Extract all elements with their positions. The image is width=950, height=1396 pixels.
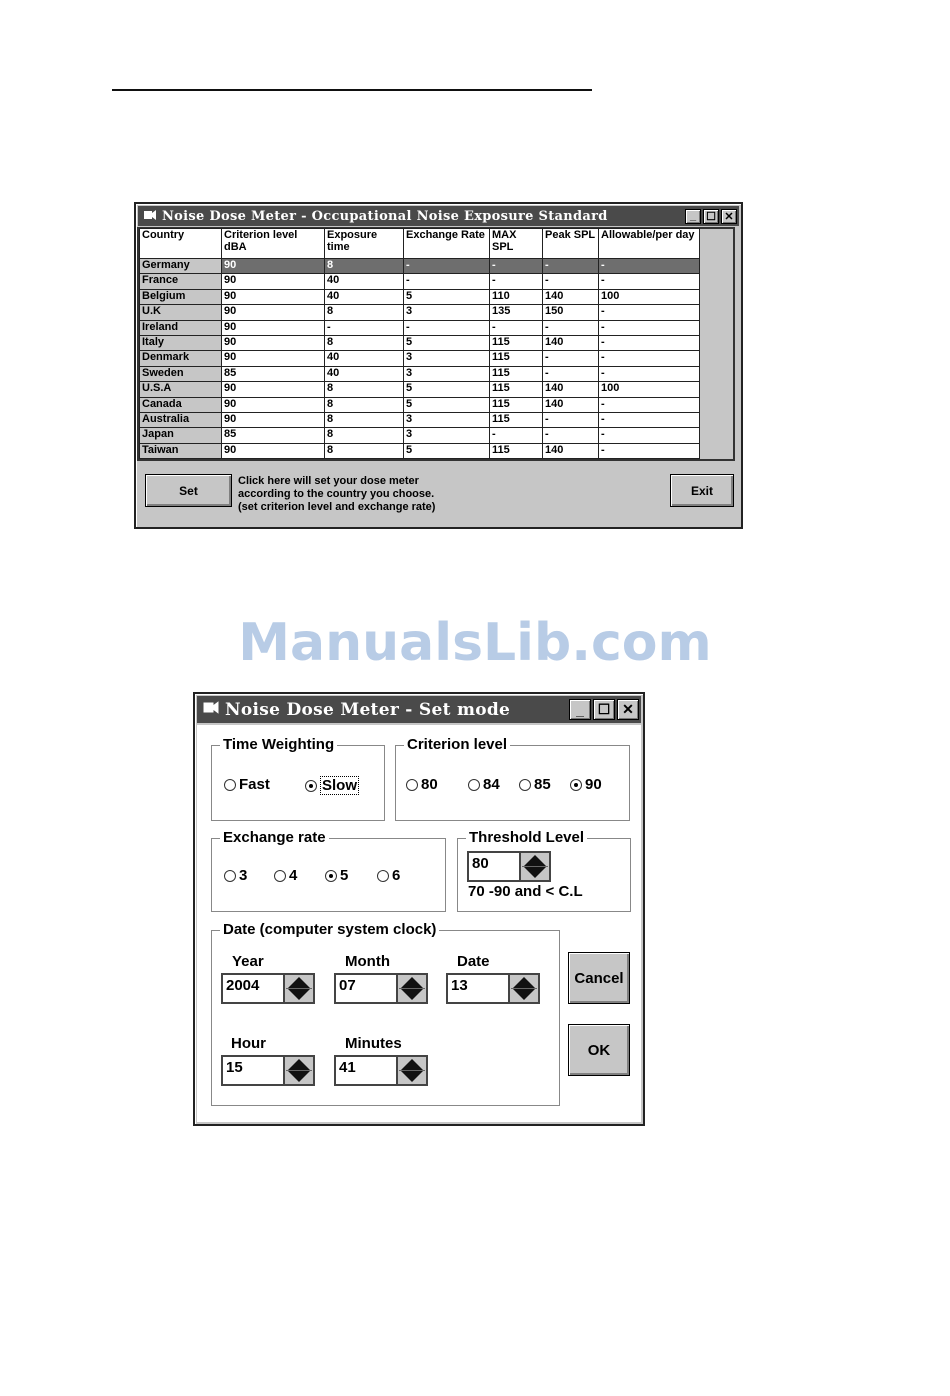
title-bar[interactable] <box>197 696 641 723</box>
table-cell[interactable]: 8 <box>325 259 404 274</box>
radio-label: 84 <box>483 776 500 793</box>
table-cell[interactable]: - <box>599 259 700 274</box>
table-cell[interactable]: - <box>543 366 599 381</box>
radio-dot-icon <box>468 779 480 791</box>
table-cell[interactable]: 115 <box>490 443 543 458</box>
minimize-icon: _ <box>576 701 584 718</box>
table-cell[interactable]: 115 <box>490 397 543 412</box>
table-cell[interactable]: 90 <box>222 289 325 304</box>
table-cell[interactable]: 100 <box>599 382 700 397</box>
country-cell[interactable]: Taiwan <box>140 443 222 458</box>
table-cell[interactable]: - <box>599 428 700 443</box>
radio-label: 80 <box>421 776 438 793</box>
table-cell[interactable]: - <box>543 428 599 443</box>
country-cell[interactable]: Denmark <box>140 351 222 366</box>
table-cell[interactable]: - <box>404 259 490 274</box>
group-legend: Time Weighting <box>220 736 337 753</box>
table-cell[interactable]: 140 <box>543 289 599 304</box>
minutes-input[interactable]: 41 <box>334 1055 396 1086</box>
table-cell[interactable]: 90 <box>222 397 325 412</box>
table-cell[interactable]: - <box>490 428 543 443</box>
minimize-button[interactable] <box>685 209 701 224</box>
table-cell[interactable]: 8 <box>325 382 404 397</box>
table-row[interactable] <box>140 382 700 397</box>
table-cell[interactable]: 5 <box>404 443 490 458</box>
set-mode-client <box>197 725 641 1122</box>
table-cell[interactable]: 40 <box>325 274 404 289</box>
date-group <box>211 921 560 1106</box>
table-cell[interactable]: - <box>599 412 700 427</box>
radio-label: 90 <box>585 776 602 793</box>
country-cell[interactable]: U.K <box>140 305 222 320</box>
table-cell[interactable]: - <box>599 305 700 320</box>
radio-criterion-90[interactable] <box>570 776 602 793</box>
year-input[interactable]: 2004 <box>221 973 283 1004</box>
radio-dot-icon <box>274 870 286 882</box>
table-cell[interactable]: - <box>543 412 599 427</box>
country-cell[interactable]: Japan <box>140 428 222 443</box>
table-cell[interactable]: - <box>599 274 700 289</box>
threshold-level-group <box>457 829 631 912</box>
country-cell[interactable]: Ireland <box>140 320 222 335</box>
title-bar[interactable] <box>138 206 739 226</box>
table-row[interactable] <box>140 320 700 335</box>
maximize-icon: ☐ <box>706 210 716 223</box>
group-legend: Exchange rate <box>220 829 329 846</box>
table-cell[interactable]: 5 <box>404 382 490 397</box>
minimize-button[interactable] <box>569 699 591 720</box>
table-cell[interactable]: - <box>599 397 700 412</box>
table-cell[interactable]: 8 <box>325 335 404 350</box>
group-legend: Criterion level <box>404 736 510 753</box>
table-cell[interactable]: 90 <box>222 351 325 366</box>
watermark: ManualsLib.com <box>238 613 712 673</box>
radio-criterion-85[interactable] <box>519 776 551 793</box>
table-cell[interactable]: 3 <box>404 351 490 366</box>
time-weighting-group <box>211 736 385 821</box>
table-cell[interactable]: 140 <box>543 443 599 458</box>
radio-dot-icon <box>406 779 418 791</box>
table-cell[interactable]: - <box>599 351 700 366</box>
maximize-button[interactable] <box>703 209 719 224</box>
close-button[interactable] <box>617 699 639 720</box>
country-cell[interactable]: Belgium <box>140 289 222 304</box>
date-label: Date <box>457 953 490 970</box>
group-legend: Threshold Level <box>466 829 587 846</box>
table-cell[interactable]: 90 <box>222 335 325 350</box>
table-cell[interactable]: 90 <box>222 274 325 289</box>
country-cell[interactable]: France <box>140 274 222 289</box>
app-icon <box>143 209 157 224</box>
table-cell[interactable]: 5 <box>404 335 490 350</box>
radio-dot-icon <box>224 779 236 791</box>
country-cell[interactable]: Australia <box>140 412 222 427</box>
close-icon: ✕ <box>622 701 634 717</box>
table-cell[interactable]: 100 <box>599 289 700 304</box>
table-cell[interactable]: 85 <box>222 428 325 443</box>
table-cell[interactable]: 140 <box>543 382 599 397</box>
table-cell[interactable]: - <box>599 320 700 335</box>
country-cell[interactable]: Canada <box>140 397 222 412</box>
close-icon: ✕ <box>724 210 734 223</box>
spin-arrows-icon[interactable] <box>396 973 428 1004</box>
table-cell[interactable]: 40 <box>325 351 404 366</box>
ok-button[interactable]: OK <box>568 1024 630 1076</box>
radio-dot-icon <box>224 870 236 882</box>
radio-fast[interactable] <box>224 776 270 793</box>
minutes-label: Minutes <box>345 1035 402 1052</box>
criterion-level-group <box>395 736 630 821</box>
month-spinner <box>334 973 428 1004</box>
radio-exchange-4[interactable] <box>274 867 297 884</box>
table-cell[interactable]: 110 <box>490 289 543 304</box>
table-row[interactable] <box>140 351 700 366</box>
radio-dot-selected-icon <box>305 780 317 792</box>
table-cell[interactable]: 8 <box>325 305 404 320</box>
threshold-hint: 70 -90 and < C.L <box>468 883 583 900</box>
date-spinner <box>446 973 540 1004</box>
table-cell[interactable]: 90 <box>222 320 325 335</box>
table-cell[interactable]: - <box>543 320 599 335</box>
radio-dot-selected-icon <box>325 870 337 882</box>
table-cell[interactable]: 3 <box>404 366 490 381</box>
column-header[interactable]: Peak SPL <box>543 229 599 259</box>
radio-dot-icon <box>377 870 389 882</box>
country-cell[interactable]: Italy <box>140 335 222 350</box>
spin-arrows-icon[interactable] <box>283 1055 315 1086</box>
minutes-spinner <box>334 1055 428 1086</box>
exit-button[interactable]: Exit <box>670 474 734 507</box>
table-cell[interactable]: 90 <box>222 305 325 320</box>
column-header[interactable]: Allowable/per day <box>599 229 700 259</box>
table-cell[interactable]: - <box>599 366 700 381</box>
threshold-spinner <box>467 851 551 882</box>
radio-label: 6 <box>392 867 401 884</box>
radio-label: 4 <box>289 867 298 884</box>
country-cell[interactable]: U.S.A <box>140 382 222 397</box>
date-input[interactable]: 13 <box>446 973 508 1004</box>
radio-label: Slow <box>322 777 358 794</box>
table-cell[interactable]: 90 <box>222 382 325 397</box>
table-row[interactable] <box>140 397 700 412</box>
year-spinner <box>221 973 315 1004</box>
radio-exchange-5[interactable] <box>325 867 348 884</box>
app-icon <box>202 700 220 720</box>
table-row[interactable] <box>140 335 700 350</box>
column-header[interactable]: Criterion level dBA <box>222 229 325 259</box>
table-cell[interactable]: - <box>543 274 599 289</box>
table-cell[interactable]: 3 <box>404 428 490 443</box>
column-header[interactable]: Exposure time <box>325 229 404 259</box>
table-row[interactable] <box>140 274 700 289</box>
table-cell[interactable]: 115 <box>490 382 543 397</box>
table-cell[interactable]: - <box>599 443 700 458</box>
table-cell[interactable]: - <box>325 320 404 335</box>
table-cell[interactable]: 140 <box>543 397 599 412</box>
table-cell[interactable]: 85 <box>222 366 325 381</box>
minimize-icon: _ <box>689 210 697 222</box>
window-title: Noise Dose Meter - Occupational Noise Exposure Standard <box>162 208 608 224</box>
cancel-button[interactable]: Cancel <box>568 952 630 1004</box>
set-info-text <box>238 475 538 514</box>
set-info-line: (set criterion level and exchange rate) <box>238 501 436 513</box>
table-cell[interactable]: - <box>543 259 599 274</box>
table-cell[interactable]: - <box>543 351 599 366</box>
spin-arrows-icon[interactable] <box>519 851 551 882</box>
radio-label: 3 <box>239 867 248 884</box>
year-label: Year <box>232 953 264 970</box>
radio-dot-selected-icon <box>570 779 582 791</box>
table-cell[interactable]: 8 <box>325 443 404 458</box>
country-cell[interactable]: Germany <box>140 259 222 274</box>
table-cell[interactable]: 5 <box>404 289 490 304</box>
table-cell[interactable]: 5 <box>404 397 490 412</box>
table-cell[interactable]: 150 <box>543 305 599 320</box>
set-info-line: according to the country you choose. <box>238 488 435 500</box>
table-row[interactable] <box>140 428 700 443</box>
radio-label: Fast <box>239 776 270 793</box>
maximize-button[interactable] <box>593 699 615 720</box>
table-cell[interactable]: 8 <box>325 397 404 412</box>
spin-arrows-icon[interactable] <box>508 973 540 1004</box>
table-row[interactable] <box>140 305 700 320</box>
table-cell[interactable]: 8 <box>325 412 404 427</box>
table-cell[interactable]: 115 <box>490 366 543 381</box>
table-cell[interactable]: 40 <box>325 289 404 304</box>
hour-spinner <box>221 1055 315 1086</box>
threshold-input[interactable]: 80 <box>467 851 519 882</box>
table-cell[interactable]: 135 <box>490 305 543 320</box>
table-cell[interactable]: 90 <box>222 259 325 274</box>
table-cell[interactable]: 3 <box>404 412 490 427</box>
window-title: Noise Dose Meter - Set mode <box>225 699 511 720</box>
table-cell[interactable]: - <box>599 335 700 350</box>
table-cell[interactable]: - <box>490 320 543 335</box>
set-info-line: Click here will set your dose meter <box>238 475 419 487</box>
column-header[interactable]: Country <box>140 229 222 259</box>
standards-grid <box>139 228 700 459</box>
radio-label: 5 <box>340 867 349 884</box>
table-row[interactable] <box>140 443 700 458</box>
table-cell[interactable]: 40 <box>325 366 404 381</box>
radio-criterion-84[interactable] <box>468 776 500 793</box>
month-input[interactable]: 07 <box>334 973 396 1004</box>
set-button[interactable]: Set <box>145 474 232 507</box>
radio-dot-icon <box>519 779 531 791</box>
table-cell[interactable]: 140 <box>543 335 599 350</box>
radio-slow[interactable] <box>305 776 359 795</box>
table-row[interactable] <box>140 412 700 427</box>
table-cell[interactable]: - <box>490 274 543 289</box>
radio-criterion-80[interactable] <box>406 776 438 793</box>
header-rule <box>112 89 592 91</box>
spin-arrows-icon[interactable] <box>283 973 315 1004</box>
month-label: Month <box>345 953 390 970</box>
hour-label: Hour <box>231 1035 266 1052</box>
hour-input[interactable]: 15 <box>221 1055 283 1086</box>
table-row[interactable] <box>140 289 700 304</box>
table-cell[interactable]: 115 <box>490 351 543 366</box>
table-cell[interactable]: 8 <box>325 428 404 443</box>
country-cell[interactable]: Sweden <box>140 366 222 381</box>
set-mode-window <box>193 692 645 1126</box>
table-cell[interactable]: 115 <box>490 412 543 427</box>
table-row[interactable] <box>140 259 700 274</box>
radio-exchange-3[interactable] <box>224 867 247 884</box>
table-row[interactable] <box>140 366 700 381</box>
maximize-icon: ☐ <box>597 701 611 717</box>
table-cell[interactable]: 3 <box>404 305 490 320</box>
radio-label: 85 <box>534 776 551 793</box>
table-cell[interactable]: - <box>404 320 490 335</box>
table-cell[interactable]: 115 <box>490 335 543 350</box>
close-button[interactable] <box>721 209 737 224</box>
table-cell[interactable]: 90 <box>222 412 325 427</box>
column-header[interactable]: MAX SPL <box>490 229 543 259</box>
radio-exchange-6[interactable] <box>377 867 400 884</box>
group-legend: Date (computer system clock) <box>220 921 439 938</box>
exchange-rate-group <box>211 829 446 912</box>
column-header[interactable]: Exchange Rate <box>404 229 490 259</box>
table-cell[interactable]: 90 <box>222 443 325 458</box>
table-cell[interactable]: - <box>490 259 543 274</box>
spin-arrows-icon[interactable] <box>396 1055 428 1086</box>
table-cell[interactable]: - <box>404 274 490 289</box>
